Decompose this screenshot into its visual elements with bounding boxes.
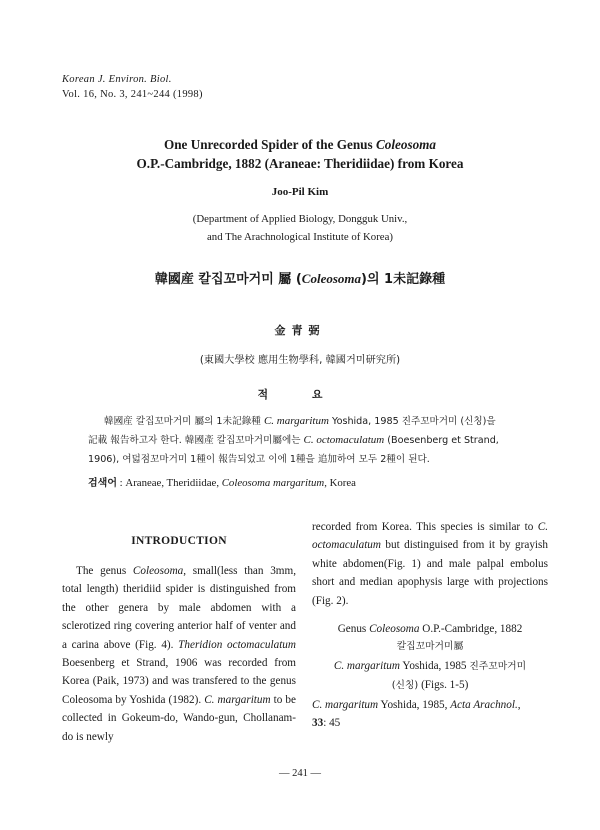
keywords-text: Araneae, Theridiidae, <box>125 477 222 489</box>
body-text: Yoshida, 1985, <box>378 698 451 711</box>
synonymy-volume <box>312 714 548 732</box>
author-name: Joo-Pil Kim <box>271 186 329 198</box>
korean-title-prefix: 韓國産 칼집꼬마거미 屬 ( <box>154 272 302 287</box>
abstract-species: C. octomaculatum <box>303 434 385 446</box>
page-reference: : 45 <box>323 717 341 730</box>
species-header <box>312 657 548 676</box>
body-text: Yoshida, 1985 <box>399 659 470 672</box>
species-name: C. margaritum <box>204 693 271 706</box>
affiliation-line-2: and The Arachnological Institute of Korea) <box>207 231 393 243</box>
intro-paragraph <box>62 562 296 746</box>
volume-number: 33 <box>312 717 324 730</box>
affiliation <box>0 210 600 246</box>
species-name: C. margaritum <box>333 659 400 672</box>
title-line-1 <box>0 135 600 154</box>
body-text: but distinguised from it by grayish white abdomen(Fig. 1) and male palpal embolus short and median apophysis large with projections (Fig. 2). <box>312 539 548 607</box>
title-text: One Unrecorded Spider of the Genus <box>163 137 376 152</box>
abstract-heading: 적 요 <box>257 388 343 401</box>
journal-abbrev: Acta Arachnol. <box>450 698 518 711</box>
title-line-2: O.P.-Cambridge, 1882 (Araneae: Theridiidae) from Korea <box>136 156 464 171</box>
journal-citation <box>62 72 203 102</box>
keywords <box>88 474 356 489</box>
species-name: Theridion octomaculatum <box>178 638 296 651</box>
paper-title <box>0 135 600 173</box>
genus-korean-name: 칼집꼬마거미屬 <box>396 641 464 653</box>
abstract-line-3: 1906), 여덟점꼬마거미 1種이 報告되었고 이에 1種을 追加하여 모두 2種이 된다. <box>88 454 430 465</box>
korean-title <box>0 268 600 287</box>
body-text: O.P.-Cambridge, 1882 <box>419 623 523 636</box>
abstract-line-1 <box>88 412 520 431</box>
keywords-separator: : <box>116 477 126 489</box>
species-header-2 <box>312 676 548 695</box>
korean-affiliation: (東國大學校 應用生物學科, 韓國거미研究所) <box>199 355 401 366</box>
intro-heading: INTRODUCTION <box>131 535 227 547</box>
right-column <box>312 518 548 732</box>
title-genus: Coleosoma <box>375 137 437 152</box>
journal-volume: Vol. 16, No. 3, 241~244 (1998) <box>62 89 203 100</box>
abstract-text: (Boesenberg et Strand, <box>384 435 499 446</box>
synonymy-reference <box>312 696 548 714</box>
body-text: , <box>517 698 521 711</box>
new-name-note: (신칭) <box>391 680 419 692</box>
page-number: — 241 — <box>279 768 321 779</box>
keywords-text: , Korea <box>324 477 356 489</box>
body-text: , small(less than 3mm, total length) theridiid spider is distinguished from the other genera by male abdomen with a sclerotized ring covering anterior half of venter and a carina above (Fig. 4). <box>62 565 296 651</box>
abstract-text: 記載 報告하고자 한다. 韓國產 칼집꼬마거미屬에는 <box>88 435 304 446</box>
intro-column <box>62 562 296 746</box>
body-text: The genus <box>76 565 133 577</box>
korean-author: 金青弼 <box>274 324 326 337</box>
abstract-text: Yoshida, 1985 진주꼬마거미 (신칭)을 <box>328 416 496 427</box>
keywords-label: 검색어 <box>88 478 117 489</box>
genus-name: Coleosoma <box>132 565 184 577</box>
body-text: to be collected in Gokeum-do, Wando-gun, Chollanam-do is newly <box>62 693 296 743</box>
body-text: recorded from Korea. This species is similar to <box>312 521 538 533</box>
species-name: C. margaritum <box>312 698 379 711</box>
species-name: C. octomaculatum <box>312 521 548 552</box>
abstract-line-2 <box>88 431 520 450</box>
keywords-species: Coleosoma margaritum <box>221 477 325 489</box>
genus-header <box>312 620 548 638</box>
species-korean-name: 진주꼬마거미 <box>469 660 527 672</box>
korean-title-suffix: )의 1未記錄種 <box>361 272 446 287</box>
genus-name: Coleosoma <box>369 623 420 636</box>
journal-name: Korean J. Environ. Biol. <box>62 74 172 85</box>
korean-title-genus: Coleosoma <box>301 271 362 286</box>
body-text: Genus <box>337 623 370 636</box>
body-text: Boesenberg et Strand, 1906 was recorded from Korea (Paik, 1973) and was transfered to the genus Coleosoma by Yoshida (1982). <box>62 657 296 706</box>
abstract-species: C. margaritum <box>263 415 329 427</box>
intro-continued <box>312 518 548 610</box>
abstract-text: 韓國産 칼집꼬마거미 屬의 1未記錄種 <box>104 416 264 427</box>
affiliation-line-1: (Department of Applied Biology, Dongguk Univ., <box>192 213 408 225</box>
korean-abstract <box>88 412 520 469</box>
figure-reference: (Figs. 1-5) <box>418 679 469 692</box>
